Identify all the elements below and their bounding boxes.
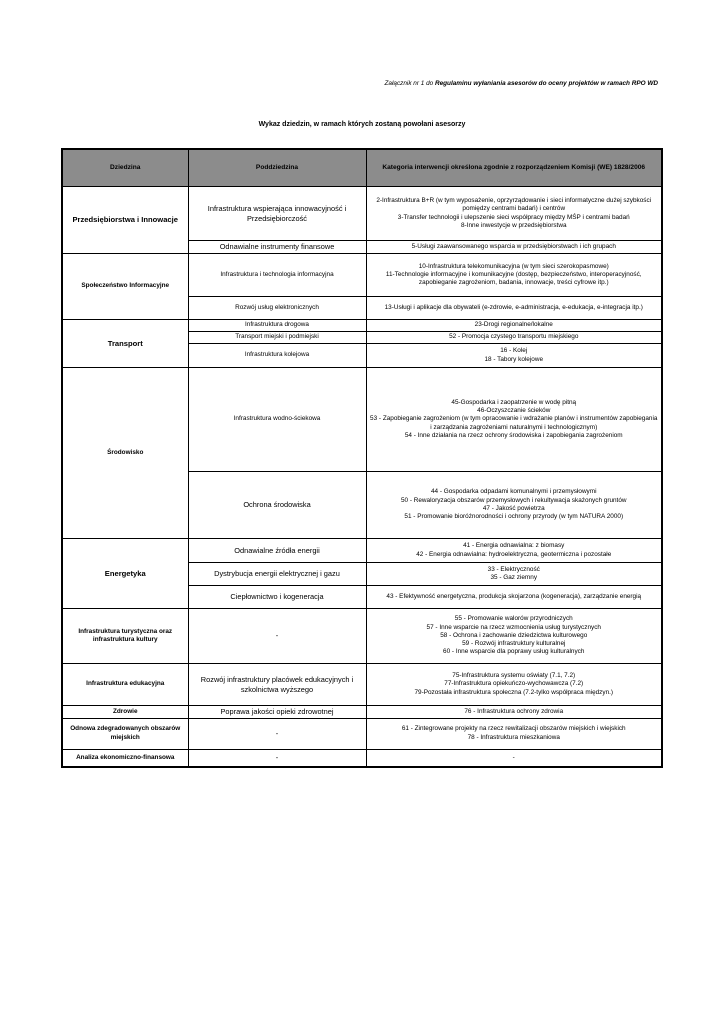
category-line: 2-Infrastruktura B+R (w tym wyposażenie, oprzyrządowanie i sieci informatyczne dużej szybkości pomiędzy centrami badań) i centrów [376, 196, 652, 213]
category-cell: 43 - Efektywność energetyczna, produkcja skojarzona (kogeneracja), zarządzanie energią [366, 586, 662, 609]
category-line: 61 - Zintegrowane projekty na rzecz rewitalizacji obszarów miejskich i wiejskich [401, 725, 626, 733]
domain-cell: Społeczeństwo Informacyjne [62, 254, 188, 320]
category-cell: 5-Usługi zaawansowanego wsparcia w przedsiębiorstwach i ich grupach [366, 241, 662, 254]
domain-cell: Zdrowie [62, 706, 188, 719]
subdomain-cell: - [188, 718, 366, 749]
subdomain-cell: Rozwój usług elektronicznych [188, 297, 366, 320]
subdomain-cell: Infrastruktura wodno-ściekowa [188, 368, 366, 472]
subdomain-cell: Infrastruktura i technologia informacyjna [188, 254, 366, 297]
table-row [62, 718, 662, 749]
category-cell [366, 344, 662, 368]
subdomain-cell: Ciepłownictwo i kogeneracja [188, 586, 366, 609]
header-category: Kategoria interwencji określona zgodnie z rozporządzeniem Komisji (WE) 1828/2006 [366, 149, 662, 187]
category-line: 58 - Ochrona i zachowanie dziedzictwa kulturowego [440, 631, 588, 639]
category-line: 54 - Inne działania na rzecz ochrony środowiska i zapobiegania zagrożeniom [404, 431, 623, 439]
domains-table [61, 148, 663, 768]
table-row [62, 706, 662, 719]
category-line: 57 - Inne wsparcie na rzecz wzmocnienia usług turystycznych [426, 623, 601, 631]
category-cell: 13-Usługi i aplikacje dla obywateli (e-zdrowie, e-administracja, e-edukacja, e-integracja itp.) [366, 297, 662, 320]
category-line: 45-Gospodarka i zaopatrzenie w wodę pitną [451, 398, 577, 406]
category-line: 75-Infrastruktura systemu oświaty (7.1, 7.2) [452, 672, 576, 679]
category-line: 60 - Inne wsparcie dla poprawy usług kulturalnych [443, 648, 585, 656]
domain-cell: Przedsiębiorstwa i Innowacje [62, 187, 188, 254]
header-domain: Dziedzina [62, 149, 188, 187]
header-subdomain: Poddziedzina [188, 149, 366, 187]
category-line: 10-Infrastruktura telekomunikacyjna (w tym sieci szerokopasmowe) [418, 262, 609, 270]
category-cell: - [366, 749, 662, 767]
category-line: 51 - Promowanie bioróżnorodności i ochrony przyrody (w tym NATURA 2000) [404, 513, 624, 521]
table-row [62, 749, 662, 767]
category-line: 77-Infrastruktura opiekuńczo-wychowawcza (7.2) [444, 680, 584, 688]
category-line: 16 - Kolej [500, 347, 528, 355]
category-line: 8-Inne inwestycje w przedsiębiorstwa [461, 221, 567, 229]
table-row [62, 664, 662, 706]
table-row [62, 609, 662, 664]
table-header-row [62, 149, 662, 187]
table-row [62, 254, 662, 297]
domain-cell: Odnowa zdegradowanych obszarów miejskich [62, 718, 188, 749]
document-title: Wykaz dziedzin, w ramach których zostaną powołani asesorzy [258, 121, 466, 128]
subdomain-cell: Odnawialne źródła energii [188, 539, 366, 563]
category-line: 59 - Rozwój infrastruktury kulturalnej [462, 640, 566, 648]
category-line: 11-Technologie informacyjne i komunikacyjne (dostęp, bezpieczeństwo, interoperacyjność, zapobieganie zagrożeniom, badania, innowacje, treści cyfrowe itp.) [385, 270, 642, 287]
domain-cell: Infrastruktura turystyczna oraz infrastruktura kultury [62, 609, 188, 664]
table-row [62, 539, 662, 563]
category-line: 41 - Energia odnawialna: z biomasy [463, 542, 565, 550]
subdomain-cell: Rozwój infrastruktury placówek edukacyjnych i szkolnictwa wyższego [188, 664, 366, 706]
category-line: 42 - Energia odnawialna: hydroelektryczna, geotermiczna i pozostałe [416, 550, 612, 558]
table-row [62, 368, 662, 472]
category-cell [366, 368, 662, 472]
category-cell [366, 664, 662, 706]
subdomain-cell: - [188, 749, 366, 767]
category-line: 44 - Gospodarka odpadami komunalnymi i przemysłowymi [430, 488, 597, 496]
category-cell [366, 609, 662, 664]
subdomain-cell: Infrastruktura drogowa [188, 320, 366, 332]
category-line: 3-Transfer technologii i ulepszenie sieci współpracy między MŚP i centrami badań [397, 213, 630, 221]
category-cell: 52 - Promocja czystego transportu miejskiego [366, 332, 662, 344]
table-row [62, 320, 662, 332]
subdomain-cell: Infrastruktura wspierająca innowacyjność i Przedsiębiorczość [188, 187, 366, 241]
category-line: 35 - Gaz ziemny [490, 574, 538, 581]
domain-cell: Transport [62, 320, 188, 368]
category-line: 53 - Zapobieganie zagrożeniom (w tym opracowanie i wdrażanie planów i instrumentów zapobiegania i zarządzania zagrożeniami naturalnymi i technologicznym) [370, 415, 658, 431]
category-line: 33 - Elektryczność [487, 565, 540, 573]
category-line: 79-Pozostała infrastruktura społeczna (7.2-tylko współpraca międzyn.) [414, 688, 614, 696]
attachment-note-prefix: Załącznik nr 1 do [384, 80, 435, 87]
category-line: 46-Oczyszczanie ścieków [477, 407, 551, 414]
domain-cell: Analiza ekonomiczno-finansowa [62, 749, 188, 767]
category-cell [366, 539, 662, 563]
attachment-note [385, 80, 658, 87]
category-cell [366, 563, 662, 586]
subdomain-cell: Infrastruktura kolejowa [188, 344, 366, 368]
category-cell [366, 187, 662, 241]
subdomain-cell: Transport miejski i podmiejski [188, 332, 366, 344]
subdomain-cell: Poprawa jakości opieki zdrowotnej [188, 706, 366, 719]
domain-cell: Energetyka [62, 539, 188, 609]
category-cell [366, 254, 662, 297]
category-line: 78 - Infrastruktura mieszkaniowa [467, 733, 560, 741]
subdomain-cell: Ochrona środowiska [188, 472, 366, 539]
subdomain-cell: - [188, 609, 366, 664]
subdomain-cell: Odnawialne instrumenty finansowe [188, 241, 366, 254]
category-cell: 76 - Infrastruktura ochrony zdrowia [366, 706, 662, 719]
category-line: 50 - Rewaloryzacja obszarów przemysłowych i rekultywacja skażonych gruntów [400, 496, 627, 504]
subdomain-cell: Dystrybucja energii elektrycznej i gazu [188, 563, 366, 586]
category-cell: 23-Drogi regionalne/lokalne [366, 320, 662, 332]
table-row [62, 187, 662, 241]
category-line: 47 - Jakość powietrza [482, 505, 545, 512]
category-cell [366, 472, 662, 539]
category-line: 18 - Tabory kolejowe [484, 355, 543, 363]
attachment-note-regulation: Regulaminu wyłaniania asesorów do oceny projektów w ramach RPO WD [434, 80, 658, 87]
domain-cell: Infrastruktura edukacyjna [62, 664, 188, 706]
domain-cell: Środowisko [62, 368, 188, 539]
category-cell [366, 718, 662, 749]
category-line: 55 - Promowanie walorów przyrodniczych [454, 615, 573, 623]
